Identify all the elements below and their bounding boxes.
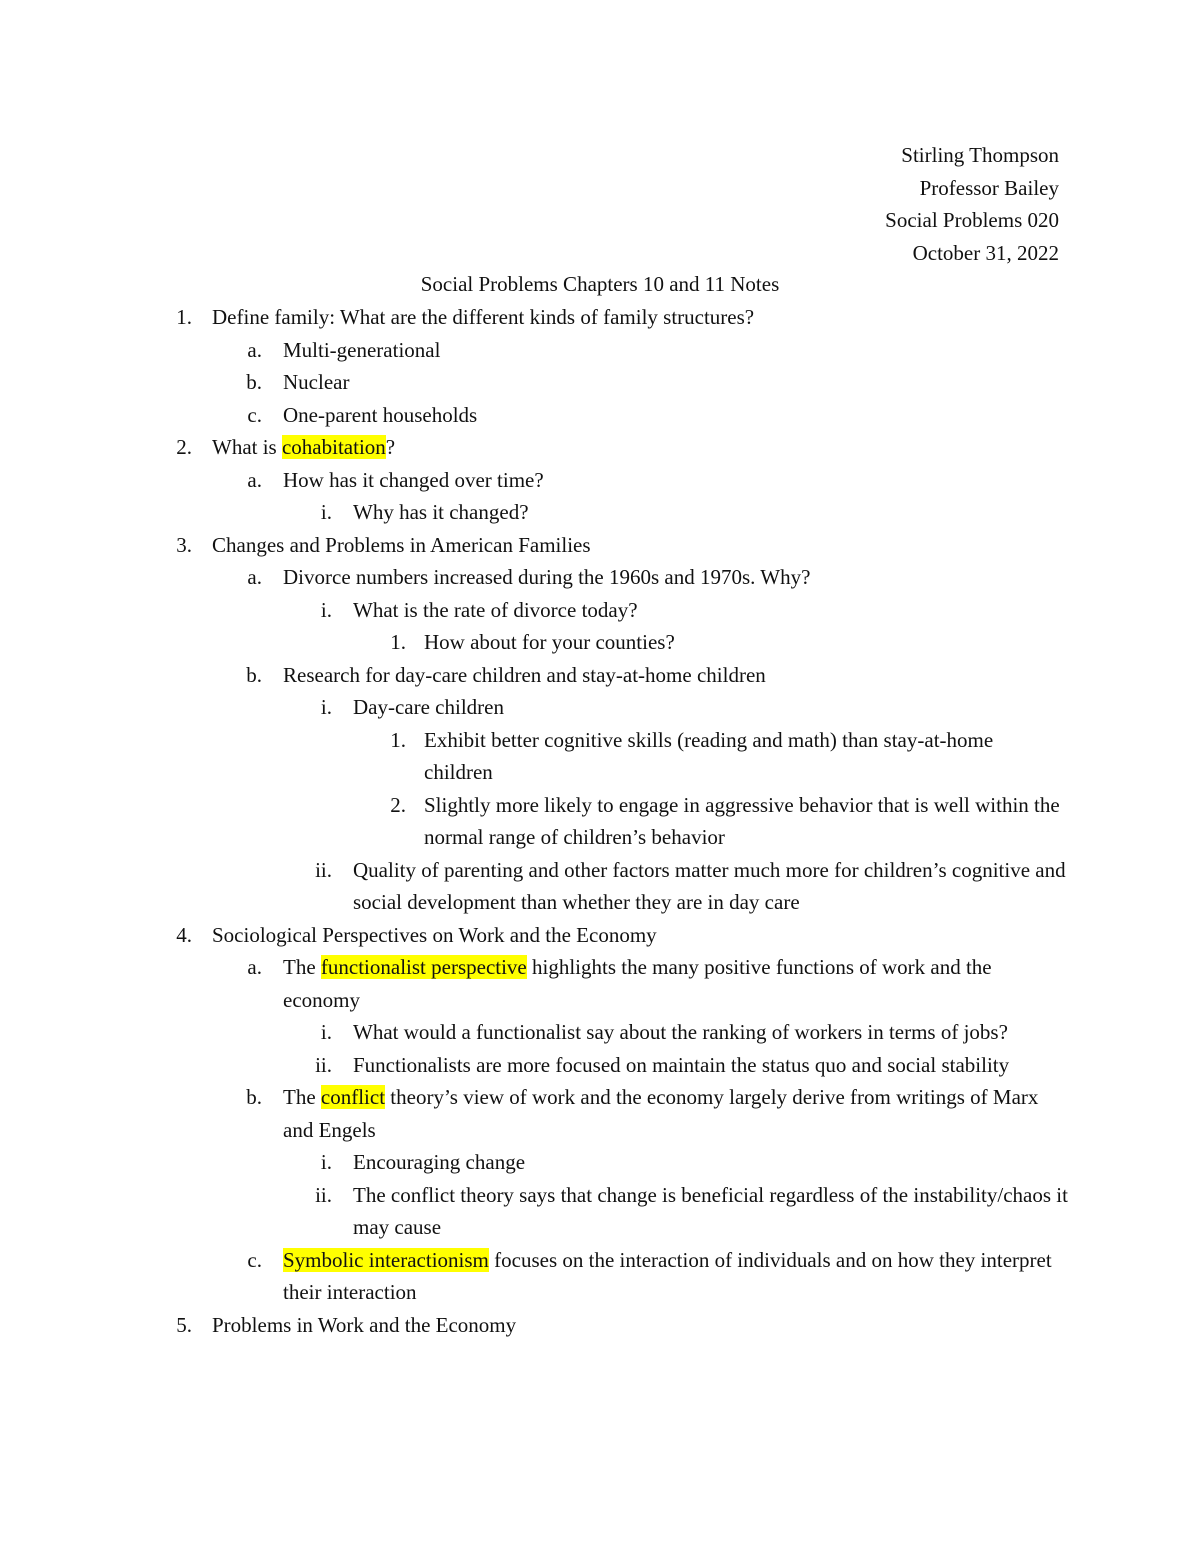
outline-marker: i.	[320, 597, 332, 622]
outline-item	[0, 659, 1200, 692]
outline-text	[283, 1081, 1073, 1146]
outline-text-pre: What is	[212, 435, 282, 459]
outline-marker: b.	[246, 1085, 262, 1109]
outline-marker: ii.	[315, 1052, 332, 1077]
outline-marker: 3.	[176, 532, 192, 557]
outline-item	[0, 854, 1200, 919]
outline-item	[0, 464, 1200, 497]
header-block	[885, 139, 1059, 269]
student-name: Stirling Thompson	[901, 143, 1059, 167]
outline-text: What would a functionalist say about the ranking of workers in terms of jobs?	[353, 1020, 1008, 1044]
outline-text: What is the rate of divorce today?	[353, 597, 638, 622]
outline-item	[0, 561, 1200, 594]
outline-text: Research for day-care children and stay-at-home children	[283, 662, 766, 687]
outline-item	[0, 1146, 1200, 1179]
professor-name: Professor Bailey	[919, 175, 1059, 200]
document-date: October 31, 2022	[912, 240, 1059, 265]
highlighted-term: functionalist perspective	[320, 955, 527, 979]
page-title: Social Problems Chapters 10 and 11 Notes	[420, 272, 780, 296]
outline-item	[0, 1244, 1200, 1309]
outline-marker: i.	[320, 1020, 332, 1044]
outline-text: Why has it changed?	[353, 500, 529, 524]
outline-marker: ii.	[315, 1182, 332, 1207]
outline-marker: 4.	[176, 922, 192, 947]
outline-item	[0, 1081, 1200, 1146]
outline-marker: a.	[247, 337, 262, 362]
outline-text: Define family: What are the different kinds of family structures?	[212, 305, 755, 329]
outline-item	[0, 529, 1200, 562]
highlighted-term: cohabitation	[281, 435, 386, 459]
outline-item	[0, 1049, 1200, 1082]
outline-marker: 2.	[176, 435, 192, 459]
outline-text: Slightly more likely to engage in aggressive behavior that is well within the normal range of children’s behavior	[424, 792, 1060, 849]
outline-item	[0, 594, 1200, 627]
outline-marker: 1.	[390, 630, 406, 654]
outline-text: Quality of parenting and other factors matter much more for children’s cognitive and social development than whether they are in day care	[353, 857, 1066, 914]
outline-text: Divorce numbers increased during the 1960s and 1970s. Why?	[283, 565, 811, 589]
outline-text: One-parent households	[283, 402, 478, 427]
outline-marker: b.	[246, 662, 262, 687]
outline-text: The conflict theory says that change is beneficial regardless of the instability/chaos it may cause	[353, 1182, 1068, 1239]
highlighted-term: conflict	[320, 1085, 386, 1109]
outline-text: Problems in Work and the Economy	[212, 1312, 517, 1337]
outline-text: Multi-generational	[283, 337, 441, 362]
outline-item	[0, 1309, 1200, 1342]
outline-item	[0, 1179, 1200, 1244]
highlighted-term: Symbolic interactionism	[283, 1247, 489, 1272]
outline-marker: a.	[247, 955, 262, 979]
outline-text-post: focuses on the interaction of individuals and on how they interpret their interaction	[283, 1247, 1052, 1304]
outline-text	[212, 431, 1072, 464]
outline-text: How about for your counties?	[424, 630, 675, 654]
outline-text	[283, 1244, 1073, 1309]
outline-item	[0, 496, 1200, 529]
outline-text: Exhibit better cognitive skills (reading and math) than stay-at-home children	[424, 727, 994, 784]
outline-item	[0, 919, 1200, 952]
outline-item	[0, 301, 1200, 334]
outline-text: Functionalists are more focused on maintain the status quo and social stability	[353, 1052, 1010, 1077]
outline-marker: i.	[320, 1150, 332, 1174]
outline-text: Encouraging change	[353, 1150, 526, 1174]
outline-item	[0, 691, 1200, 724]
outline-text: How has it changed over time?	[283, 467, 544, 492]
outline-item	[0, 951, 1200, 1016]
outline-item	[0, 399, 1200, 432]
outline-marker: 1.	[176, 305, 192, 329]
outline-text-post: ?	[385, 435, 396, 459]
outline-text-pre: The	[283, 1085, 321, 1109]
outline-text: Changes and Problems in American Families	[212, 532, 591, 557]
outline-marker: a.	[247, 565, 262, 589]
outline-marker: i.	[320, 500, 332, 524]
outline-text: Nuclear	[283, 370, 350, 394]
outline-item	[0, 789, 1200, 854]
outline-text-pre: The	[283, 955, 321, 979]
outline-marker: i.	[320, 695, 332, 719]
outline-item	[0, 724, 1200, 789]
outline-text: Day-care children	[353, 695, 504, 719]
outline-marker: 2.	[390, 792, 406, 817]
outline-marker: ii.	[315, 857, 332, 882]
outline-marker: b.	[246, 370, 262, 394]
outline-marker: c.	[247, 1247, 262, 1272]
notes-outline	[0, 301, 1200, 1341]
course-name: Social Problems 020	[885, 208, 1059, 232]
outline-text	[283, 951, 1073, 1016]
outline-marker: 5.	[176, 1312, 192, 1337]
outline-item	[0, 366, 1200, 399]
outline-text-post: theory’s view of work and the economy largely derive from writings of Marx and Engels	[283, 1085, 1039, 1142]
outline-item	[0, 1016, 1200, 1049]
outline-item	[0, 334, 1200, 367]
outline-item	[0, 626, 1200, 659]
outline-marker: a.	[247, 467, 262, 492]
outline-item	[0, 431, 1200, 464]
outline-text: Sociological Perspectives on Work and the Economy	[212, 922, 657, 947]
outline-marker: c.	[247, 402, 262, 427]
outline-text-post: highlights the many positive functions of work and the economy	[283, 955, 992, 1012]
outline-marker: 1.	[390, 727, 406, 752]
